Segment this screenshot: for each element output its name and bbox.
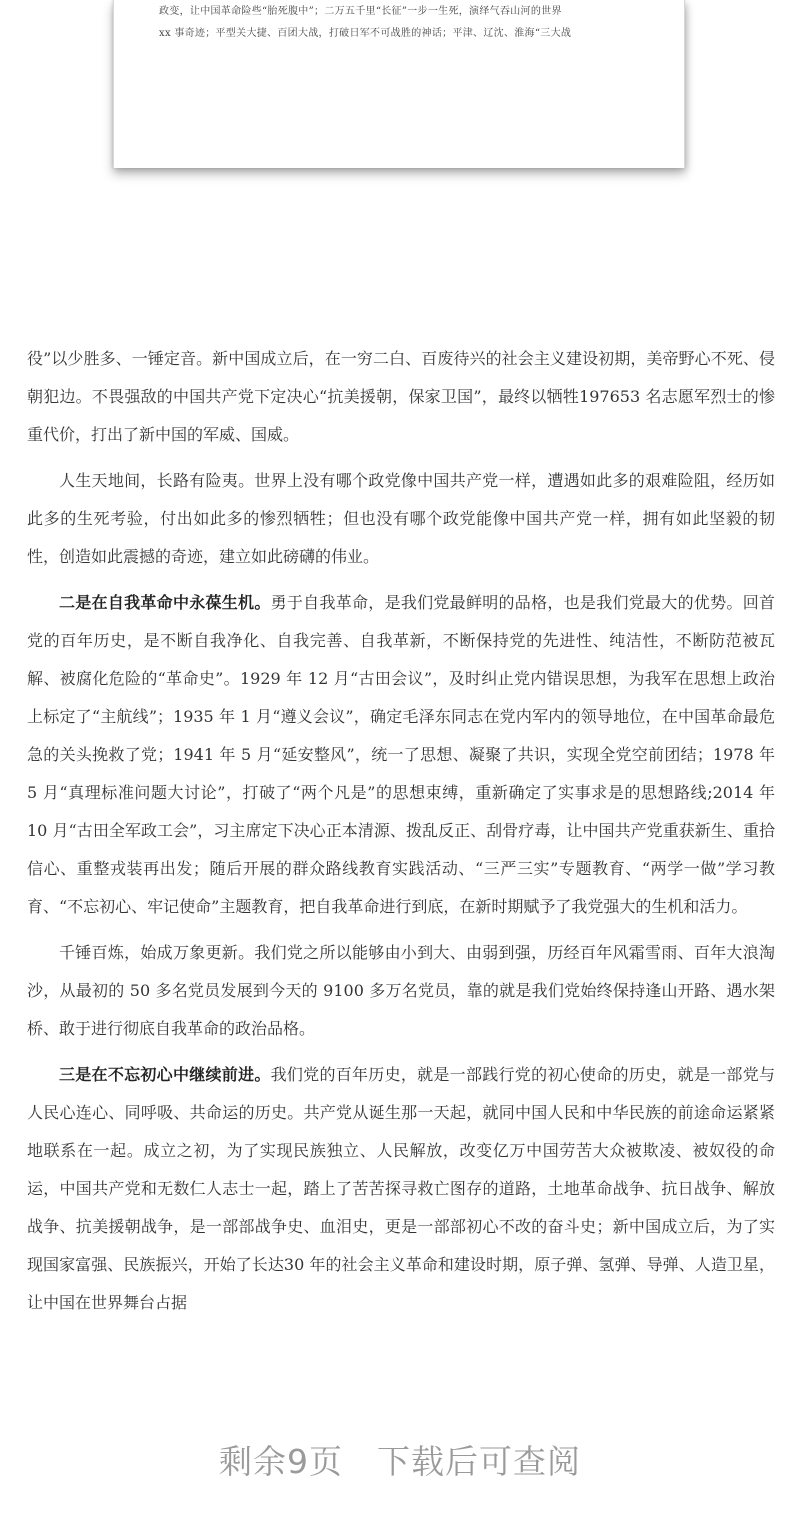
paragraph — [27, 340, 775, 454]
paragraph-text: 役”以少胜多、一锤定音。新中国成立后，在一穷二白、百废待兴的社会主义建设初期，美帝野心不死、侵朝犯边。不畏强敌的中国共产党下定决心“抗美援朝，保家卫国”，最终以牺牲197653 名志愿军烈士的惨重代价，打出了新中国的军威、国威。 — [27, 349, 775, 444]
remaining-pages-text[interactable] — [0, 1436, 800, 1483]
remaining-pages-banner[interactable] — [0, 1424, 800, 1536]
previous-page-line: xx 事奇迹；平型关大捷、百团大战，打破日军不可战胜的神话；平津、辽沈、淮海“三大战 — [159, 28, 572, 39]
paragraph — [27, 584, 775, 926]
previous-page-card — [113, 0, 685, 168]
paragraph-text: 千锤百炼，始成万象更新。我们党之所以能够由小到大、由弱到强，历经百年风霜雪雨、百年大浪淘沙，从最初的 50 多名党员发展到今天的 9100 多万名党员，靠的就是我们党始终保持逢山开路、遇水架桥、敢于进行彻底自我革命的政治品格。 — [27, 943, 775, 1038]
remaining-count: 剩余9页 — [219, 1442, 343, 1481]
paragraph-heading: 二是在自我革命中永葆生机。 — [59, 593, 271, 612]
paragraph-heading: 三是在不忘初心中继续前进。 — [59, 1065, 271, 1084]
previous-page-line: 政变，让中国革命险些“胎死腹中”；二万五千里“长征”一步一生死，演绎气吞山河的世界 — [159, 6, 562, 17]
paragraph-text: 人生天地间，长路有险夷。世界上没有哪个政党像中国共产党一样，遭遇如此多的艰难险阻，经历如此多的生死考验，付出如此多的惨烈牺牲；但也没有哪个政党能像中国共产党一样，拥有如此坚毅的韧性，创造如此震撼的奇迹，建立如此磅礴的伟业。 — [27, 471, 775, 566]
paragraph — [27, 1056, 775, 1322]
paragraph-text: 我们党的百年历史，就是一部践行党的初心使命的历史，就是一部党与人民心连心、同呼吸、共命运的历史。共产党从诞生那一天起，就同中国人民和中华民族的前途命运紧紧地联系在一起。成立之初，为了实现民族独立、人民解放，改变亿万中国劳苦大众被欺凌、被奴役的命运，中国共产党和无数仁人志士一起，踏上了苦苦探寻救亡图存的道路，土地革命战争、抗日战争、解放战争、抗美援朝战争，是一部部战争史、血泪史，更是一部部初心不改的奋斗史；新中国成立后，为了实现国家富强、民族振兴，开始了长达30 年的社会主义革命和建设时期，原子弹、氢弹、导弹、人造卫星，让中国在世界舞台占据 — [27, 1065, 775, 1312]
document-body — [27, 340, 775, 1330]
paragraph-text: 勇于自我革命，是我们党最鲜明的品格，也是我们党最大的优势。回首党的百年历史，是不断自我净化、自我完善、自我革新，不断保持党的先进性、纯洁性，不断防范被瓦解、被腐化危险的“革命史”。1929 年 12 月“古田会议”，及时纠止党内错误思想，为我军在思想上政治上标定了“主航线”；1935 年 1 月“遵义会议”，确定毛泽东同志在党内军内的领导地位，在中国革命最危急的关头挽救了党；1941 年 5 月“延安整风”，统一了思想、凝聚了共识，实现全党空前团结；1978 年 5 月“真理标准问题大讨论”，打破了“两个凡是”的思想束缚，重新确定了实事求是的思想路线;2014 年 10 月“古田全军政工会”，习主席定下决心正本清源、拨乱反正、刮骨疗毒，让中国共产党重获新生、重拾信心、重整戎装再出发；随后开展的群众路线教育实践活动、“三严三实”专题教育、“两学一做”学习教育、“不忘初心、牢记使命”主题教育，把自我革命进行到底，在新时期赋予了我党强大的生机和活力。 — [27, 593, 775, 916]
paragraph — [27, 462, 775, 576]
download-hint: 下载后可查阅 — [377, 1442, 581, 1481]
paragraph — [27, 934, 775, 1048]
